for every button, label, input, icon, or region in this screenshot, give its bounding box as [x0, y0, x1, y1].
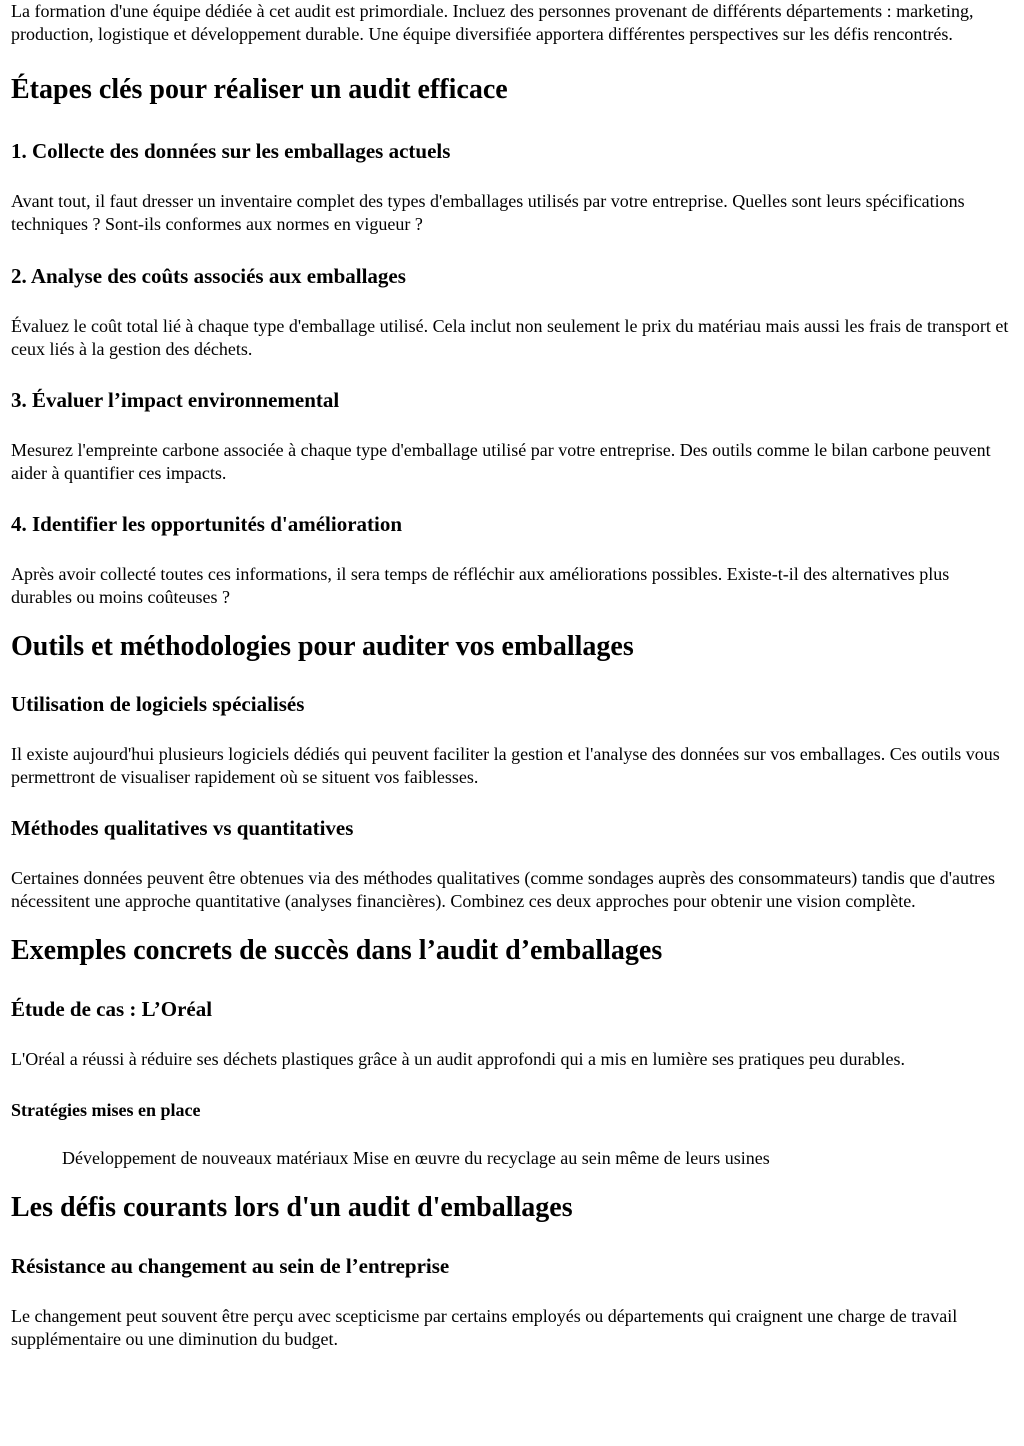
step-4-text: Après avoir collecté toutes ces informations, il sera temps de réfléchir aux améliorations possibles. Existe-t-il des alternatives plus durables ou moins coûteuses ? — [11, 564, 950, 607]
challenge-1-title: Résistance au changement au sein de l’entreprise — [11, 1254, 450, 1278]
intro-paragraph: La formation d'une équipe dédiée à cet audit est primordiale. Incluez des personnes provenant de différents départements : marketing, production, logistique et développement durable. Une équipe diversifiée apportera différentes perspectives sur les défis rencontrés. — [11, 1, 974, 44]
strategies-title: Stratégies mises en place — [11, 1100, 201, 1120]
tools-heading: Outils et méthodologies pour auditer vos emballages — [11, 631, 634, 662]
challenges-heading: Les défis courants lors d'un audit d'emballages — [11, 1192, 573, 1223]
strategies-text: Développement de nouveaux matériaux Mise en œuvre du recyclage au sein même de leurs usines — [62, 1148, 770, 1168]
case-study-title: Étude de cas : L’Oréal — [11, 997, 213, 1021]
step-3-text: Mesurez l'empreinte carbone associée à chaque type d'emballage utilisé par votre entreprise. Des outils comme le bilan carbone peuvent aider à quantifier ces impacts. — [11, 440, 991, 483]
step-4-title: 4. Identifier les opportunités d'amélioration — [11, 512, 403, 536]
case-study-text: L'Oréal a réussi à réduire ses déchets plastiques grâce à un audit approfondi qui a mis en lumière ses pratiques peu durables. — [11, 1049, 905, 1069]
step-2-title: 2. Analyse des coûts associés aux emballages — [11, 264, 406, 288]
tool-1-text: Il existe aujourd'hui plusieurs logiciels dédiés qui peuvent faciliter la gestion et l'analyse des données sur vos emballages. Ces outils vous permettront de visualiser rapidement où se situent vos faiblesses. — [11, 744, 1000, 787]
steps-heading: Étapes clés pour réaliser un audit efficace — [11, 74, 508, 105]
step-1-title: 1. Collecte des données sur les emballages actuels — [11, 139, 451, 163]
step-3-title: 3. Évaluer l’impact environnemental — [11, 388, 340, 412]
tool-2-text: Certaines données peuvent être obtenues via des méthodes qualitatives (comme sondages auprès des consommateurs) tandis que d'autres nécessitent une approche quantitative (analyses financières). Combinez ces deux approches pour obtenir une vision complète. — [11, 868, 995, 911]
step-2-text: Évaluez le coût total lié à chaque type d'emballage utilisé. Cela inclut non seulement le prix du matériau mais aussi les frais de transport et ceux liés à la gestion des déchets. — [11, 316, 1009, 359]
examples-heading: Exemples concrets de succès dans l’audit d’emballages — [11, 935, 663, 966]
tool-2-title: Méthodes qualitatives vs quantitatives — [11, 816, 354, 840]
challenge-1-text: Le changement peut souvent être perçu avec scepticisme par certains employés ou départements qui craignent une charge de travail supplémentaire ou une diminution du budget. — [11, 1306, 958, 1349]
step-1-text: Avant tout, il faut dresser un inventaire complet des types d'emballages utilisés par votre entreprise. Quelles sont leurs spécifications techniques ? Sont-ils conformes aux normes en vigueur ? — [11, 191, 965, 234]
tool-1-title: Utilisation de logiciels spécialisés — [11, 692, 305, 716]
